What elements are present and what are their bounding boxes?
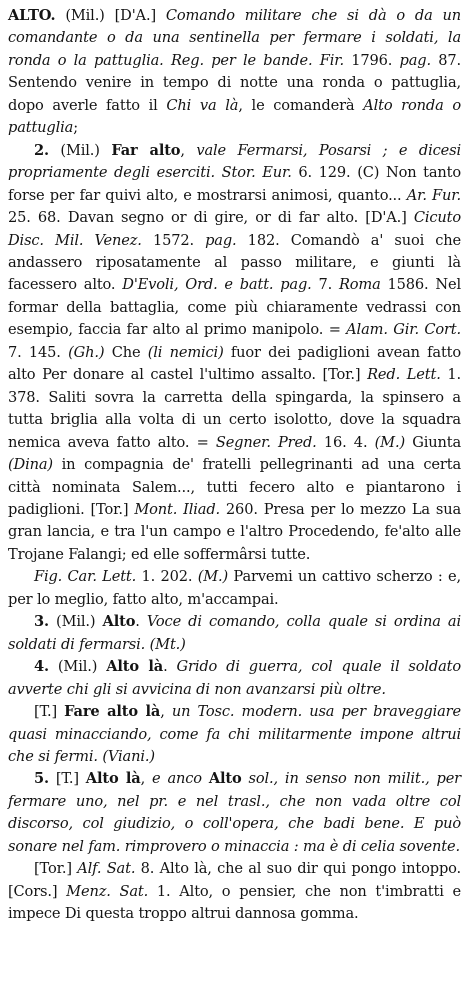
italic-text: Alto ronda o pattuglia [8, 96, 461, 137]
body-text: (Mil.) [48, 658, 107, 676]
body-text: 1. Alto, o pensier, che non t'imbratti e impece Di questa troppo altrui dannosa gomma. [8, 882, 461, 923]
entry-paragraph [8, 566, 461, 611]
headword-text: 2. [34, 141, 49, 159]
italic-text: Chi va là [166, 96, 239, 114]
italic-text: sol., in senso non milit., per fermare uno, nel pr. e nel trasl., che non vada oltre col discorso, col giudizio, o coll'opera, che badi bene. E può sonare nel fam. rimprovero o minaccia : ma è di celia sovente. [8, 770, 462, 855]
italic-text: (li nemici) [147, 343, 224, 361]
body-text: , [180, 141, 197, 159]
entry-paragraph [8, 701, 461, 768]
headword-text: Alto [102, 613, 136, 631]
body-text: 6. 129. (C) Non tanto forse per far quivi alto, e mostrarsi animosi, quanto... [8, 164, 461, 204]
entry-paragraph [8, 140, 461, 567]
body-text: 1586. Nel formar della battaglia, come più chiaramente vedrassi con esempio, faccia far alto al primo manipolo. = [8, 276, 461, 339]
dictionary-entry-alto [8, 5, 461, 926]
italic-text: Cicuto Disc. Mil. Venez. [8, 209, 461, 249]
body-text: [T.] [34, 703, 65, 721]
italic-text: Roma [338, 276, 381, 294]
body-text: fuor dei padiglioni avean fatto alto Per donare al castel l'ultimo assalto. [Tor.] [8, 343, 462, 384]
italic-text: Comando militare che si dà o da un comandante o da una sentinella per fermare i soldati, la ronda o la pattuglia. Reg. per le bande. Fir. [8, 7, 461, 69]
body-text: 1. 378. Saliti sovra la carretta della spingarda, la spinsero a tutta briglia alla volta di un certo isolotto, dove la squadra nemica aveva fatto alto. = [8, 366, 461, 451]
body-text: (Mil.) [48, 141, 112, 159]
headword-text: Fare alto là [64, 703, 161, 721]
italic-text: D'Evoli, Ord. e batt. pag. [122, 276, 312, 294]
body-text: , [140, 770, 153, 788]
italic-text: Mont. Iliad. [134, 500, 220, 518]
headword-text: Alto là [85, 770, 141, 788]
italic-text: Menz. Sat. [66, 882, 149, 900]
italic-text: Red. Lett. [367, 366, 441, 384]
italic-text: Ar. Fur. [406, 186, 461, 204]
italic-text: Alam. Gir. Cort. [346, 321, 462, 339]
headword-text: 5. [34, 770, 49, 788]
body-text [242, 770, 249, 787]
italic-text: Grido di guerra, col quale il soldato avverte chi gli si avvicina di non avanzarsi più oltre. [8, 658, 461, 698]
body-text: 1572. [141, 231, 206, 249]
entry-paragraph [8, 611, 461, 656]
italic-text: (Gh.) [68, 343, 105, 361]
body-text: 1. 202. [136, 568, 198, 586]
italic-text: (M.) [197, 568, 229, 586]
entry-paragraph [8, 656, 461, 701]
italic-text: un Tosc. modern. usa per braveggiare quasi minacciando, come fa chi militarmente impone altrui che si fermi. (Viani.) [8, 703, 461, 765]
italic-text: e anco [152, 770, 202, 788]
body-text: . [135, 613, 147, 631]
headword-text: ALTO. [8, 7, 56, 24]
body-text: 1796. [343, 51, 400, 69]
italic-text: pag. [205, 231, 237, 249]
entry-paragraph [8, 5, 461, 140]
body-text: 16. 4. [316, 433, 375, 451]
headword-text: 4. [34, 658, 49, 676]
headword-text: Far alto [111, 141, 181, 159]
headword-text: 3. [34, 613, 49, 631]
body-text: , le comanderà [238, 96, 364, 114]
italic-text: Fig. Car. Lett. [34, 568, 137, 586]
entry-paragraph [8, 768, 461, 858]
body-text: 7. 145. [8, 343, 69, 361]
italic-text: (M.) [374, 433, 406, 451]
italic-text: Voce di comando, colla quale si ordina ai soldati di fermarsi. (Mt.) [8, 613, 461, 653]
body-text: (Mil.) [48, 613, 103, 631]
headword-text: Alto là [106, 658, 164, 676]
body-text: [T.] [48, 770, 86, 788]
headword-text: Alto [208, 770, 242, 788]
body-text: ; [73, 119, 78, 137]
italic-text: vale Fermarsi, Posarsi ; e dicesi propriamente degli eserciti. Stor. Eur. [8, 141, 461, 182]
body-text: 7. [311, 276, 339, 294]
italic-text: Segner. Pred. [215, 433, 317, 451]
body-text: 260. Presa per lo mezzo La sua gran lancia, e tra l'un campo e l'altro Procedendo, fe'alto alle Trojane Falangi; ed elle soffermârsi tutte. [8, 500, 461, 563]
body-text: (Mil.) [D'A.] [55, 7, 166, 24]
body-text: in compagnia de' fratelli pellegrinanti ad una certa città nominata Salem..., tutti fecero alto e piantarono i padiglioni. [Tor.] [8, 456, 461, 518]
body-text: 8. Alto là, che al suo dir qui pongo intoppo. [Cors.] [8, 860, 462, 900]
body-text: [Tor.] [34, 860, 78, 878]
body-text: 87. Sentendo venire in tempo di notte una ronda o pattuglia, dopo averle fatto il [8, 51, 462, 114]
body-text: Giunta [405, 433, 461, 451]
body-text: , [160, 703, 172, 721]
entry-paragraph [8, 858, 461, 925]
body-text: . [163, 658, 177, 676]
body-text: Parvemi un cattivo scherzo : e, per lo meglio, fatto alto, m'accampai. [8, 568, 461, 608]
body-text: Che [104, 343, 148, 361]
italic-text: Alf. Sat. [77, 860, 136, 878]
body-text: 25. 68. Davan segno or di gire, or di far alto. [D'A.] [8, 209, 414, 227]
body-text [202, 770, 209, 787]
italic-text: pag. [399, 51, 431, 69]
italic-text: (Dina) [8, 456, 53, 474]
body-text: 182. Comandò a' suoi che andassero riposatamente al passo militare, e giunti là facessero alto. [8, 231, 461, 294]
